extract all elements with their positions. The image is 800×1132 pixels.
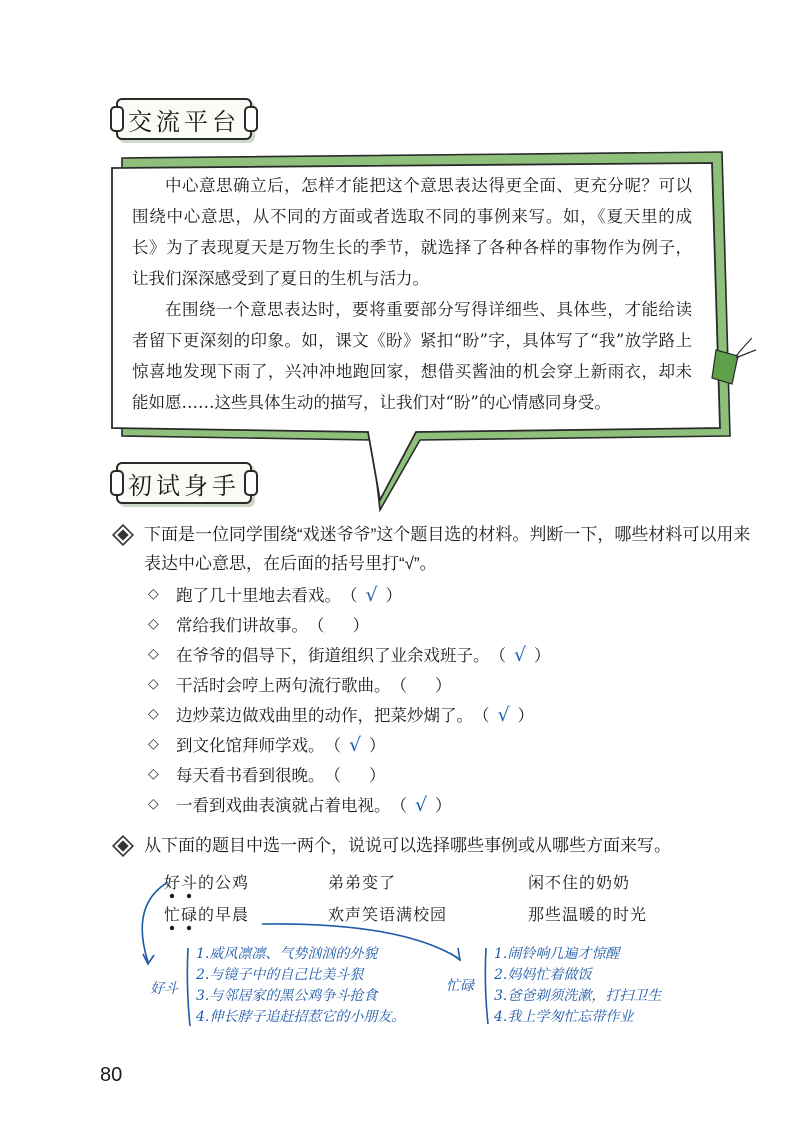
answer-bracket: （ √ ） xyxy=(489,644,551,666)
material-text: 在爷爷的倡导下，街道组织了业余戏班子。 xyxy=(176,646,490,665)
note-line: 1.威风凛凛、气势汹汹的外貌 xyxy=(196,946,378,962)
answer-bracket: （ ） xyxy=(390,676,452,695)
diamond-bullet-icon: ◇ xyxy=(148,616,159,632)
answer-checkmark: √ xyxy=(348,734,362,756)
answer-bracket: （ ） xyxy=(308,616,369,635)
answer-checkmark: √ xyxy=(414,794,428,816)
answer-checkmark: √ xyxy=(497,704,510,726)
exchange-paragraph-1: 中心意思确立后，怎样才能把这个意思表达得更全面、更充分呢？可以围绕中心意思，从不同的方面或者选取不同的事例来写。如，《夏天里的成长》为了表现夏天是万物生长的季节，就选择了各种各样的事物作为例子，让我们深深感受到了夏日的生机与活力。 xyxy=(132,176,692,288)
note-line: 2.与镜子中的自己比美斗狠 xyxy=(196,967,364,983)
note-line: 4.伸长脖子追赶招惹它的小朋友。 xyxy=(196,1009,406,1025)
material-text: 边炒菜边做戏曲里的动作，把菜炒煳了。 xyxy=(176,706,473,725)
material-text: 到文化馆拜师学戏。 xyxy=(176,736,325,755)
note-label-fighting: 好斗 xyxy=(150,981,178,997)
note-list-fighting xyxy=(196,944,405,1028)
section-title-exchange: 交流平台 xyxy=(128,107,240,136)
answer-bracket: （ √ ） xyxy=(341,584,402,606)
exchange-paragraph-2: 在围绕一个意思表达时，要将重要部分写得详细些、具体些，才能给读者留下更深刻的印象。如，课文《盼》紧扣“盼”字，具体写了“我”放学路上惊喜地发现下雨了，兴冲冲地跑回家，想借买酱油的机会穿上新雨衣，却未能如愿……这些具体生动的描写，让我们对“盼”的心情感同身受。 xyxy=(132,300,692,412)
topic-warm-times: 那些温暖的时光 xyxy=(528,905,648,924)
answer-bracket: （ √ ） xyxy=(390,794,452,816)
answer-bracket: （ √ ） xyxy=(324,734,386,756)
material-text: 每天看书看到很晚。 xyxy=(176,766,325,785)
note-list-busy xyxy=(494,944,661,1028)
page-number: 80 xyxy=(100,1064,123,1086)
diamond-bullet-icon: ◇ xyxy=(148,736,159,752)
material-text: 跑了几十里地去看戏。 xyxy=(176,586,341,605)
answer-checkmark: √ xyxy=(365,584,378,606)
diamond-bullet-icon: ◇ xyxy=(148,586,159,602)
note-label-busy: 忙碌 xyxy=(446,978,474,994)
arrow-to-fighting xyxy=(142,882,168,962)
diamond-bullet-icon: ◇ xyxy=(148,766,159,782)
emphasis-dots xyxy=(170,894,191,930)
topic-busy-grandma: 闲不住的奶奶 xyxy=(528,873,631,892)
right-brace xyxy=(485,948,488,1024)
note-line: 4.我上学匆忙忘带作业 xyxy=(494,1009,634,1025)
question-2-text: 从下面的题目中选一两个，说说可以选择哪些事例或从哪些方面来写。 xyxy=(144,836,671,855)
topic-busy-morning: 忙碌的早晨 xyxy=(164,905,250,924)
answer-checkmark: √ xyxy=(513,644,527,666)
section-title-practice: 初试身手 xyxy=(128,471,240,500)
diamond-bullet-icon: ◇ xyxy=(148,676,159,692)
topic-fighting-rooster: 好斗的公鸡 xyxy=(164,873,250,892)
material-text: 常给我们讲故事。 xyxy=(176,616,308,635)
topic-campus-laughter: 欢声笑语满校园 xyxy=(328,905,448,924)
note-line: 3.爸爸剃须洗漱，打扫卫生 xyxy=(494,988,662,1004)
note-line: 1.闹铃响几遍才惊醒 xyxy=(494,946,620,962)
material-text: 干活时会哼上两句流行歌曲。 xyxy=(176,676,391,695)
answer-bracket: （ √ ） xyxy=(473,704,534,726)
material-text: 一看到戏曲表演就占着电视。 xyxy=(176,796,391,815)
left-brace xyxy=(187,948,190,1026)
diamond-bullet-icon: ◇ xyxy=(148,706,159,722)
diamond-bullet-icon: ◇ xyxy=(148,646,159,662)
note-line: 2.妈妈忙着做饭 xyxy=(494,967,592,983)
diamond-bullet-icon: ◇ xyxy=(148,796,159,812)
answer-bracket: （ ） xyxy=(324,766,386,785)
topic-brother-changed: 弟弟变了 xyxy=(328,873,397,892)
note-line: 3.与邻居家的黑公鸡争斗抢食 xyxy=(196,988,378,1004)
question-1-text: 下面是一位同学围绕“戏迷爷爷”这个题目选的材料。判断一下，哪些材料可以用来表达中心意思，在后面的括号里打“√”。 xyxy=(144,525,751,573)
